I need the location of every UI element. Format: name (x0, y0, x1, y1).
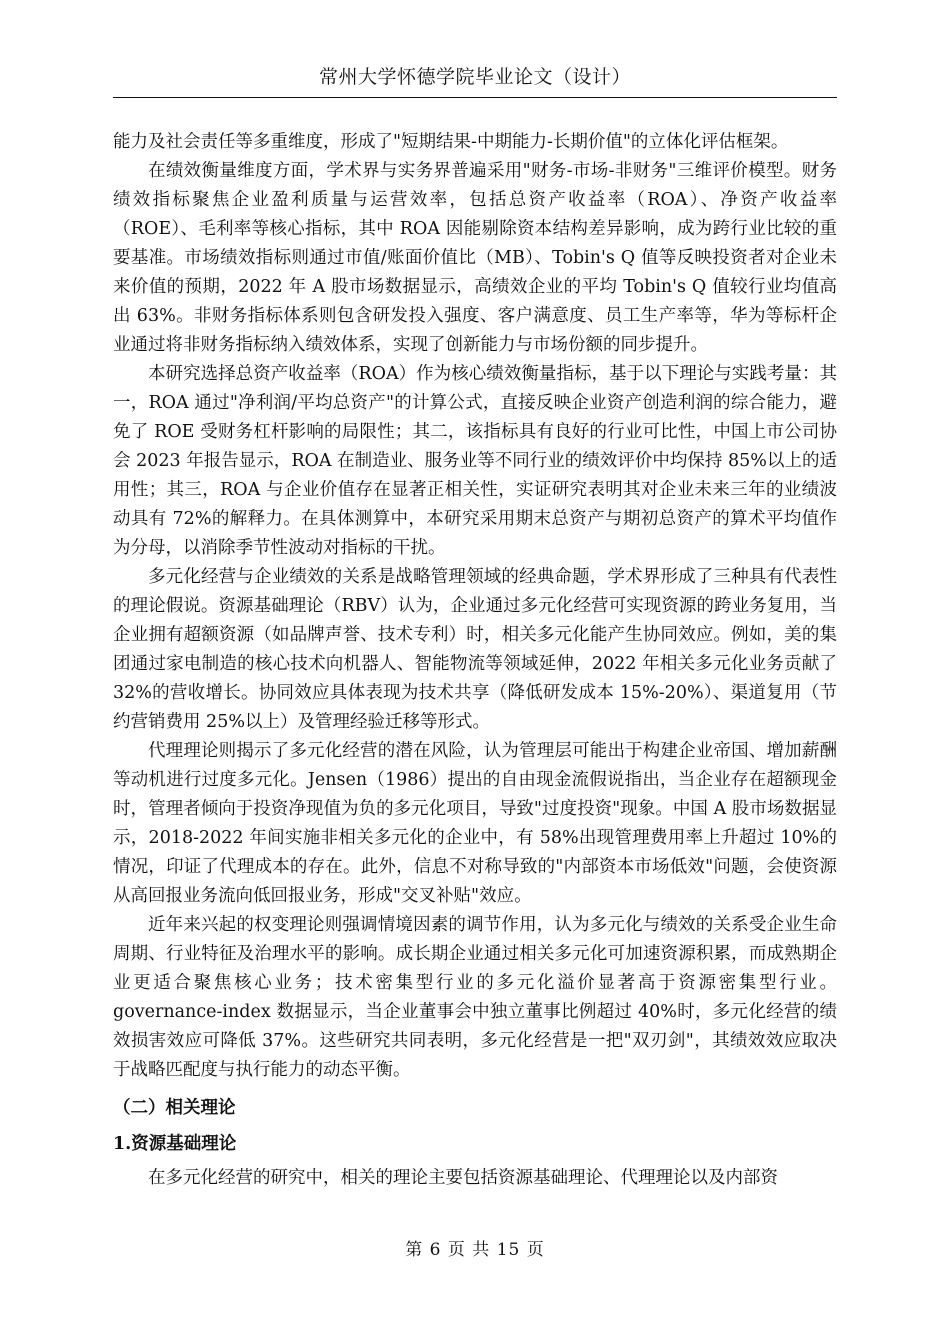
section-heading-related-theory: （二）相关理论 (113, 1098, 236, 1118)
paragraph-agency-theory: 代理理论则揭示了多元化经营的潜在风险，认为管理层可能出于构建企业帝国、增加薪酬等动机进行过度多元化。Jensen（1986）提出的自由现金流假说指出，当企业存在超额现金时，管理者倾向于投资净现值为负的多元化项目，导致"过度投资"现象。中国 A 股市场数据显示，2018-2022 年间实施非相关多元化的企业中，有 58%出现管理费用率上升超过 10%的情况，印证了代理成本的存在。此外，信息不对称导致的"内部资本市场低效"问题，会使资源从高回报业务流向低回报业务，形成"交叉补贴"效应。 (113, 741, 837, 906)
paragraph-rbv-synergy: 多元化经营与企业绩效的关系是战略管理领域的经典命题，学术界形成了三种具有代表性的理论假说。资源基础理论（RBV）认为，企业通过多元化经营可实现资源的跨业务复用，当企业拥有超额资源（如品牌声誉、技术专利）时，相关多元化能产生协同效应。例如，美的集团通过家电制造的核心技术向机器人、智能物流等领域延伸，2022 年相关多元化业务贡献了 32%的营收增长。协同效应具体表现为技术共享（降低研发成本 15%-20%）、渠道复用（节约营销费用 25%以上）及管理经验迁移等形式。 (113, 567, 837, 732)
document-body (113, 128, 837, 1193)
subsection-heading-resource-based-theory: 1.资源基础理论 (113, 1134, 237, 1154)
paragraph-theory-intro: 在多元化经营的研究中，相关的理论主要包括资源基础理论、代理理论以及内部资 (148, 1168, 778, 1188)
header-divider (113, 97, 837, 98)
paragraph-roa-selection: 本研究选择总资产收益率（ROA）作为核心绩效衡量指标，基于以下理论与实践考量：其一，ROA 通过"净利润/平均总资产"的计算公式，直接反映企业资产创造利润的综合能力，避免了 ROE 受财务杠杆影响的局限性；其二，该指标具有良好的行业可比性，中国上市公司协会 2023 年报告显示，ROA 在制造业、服务业等不同行业的绩效评价中均保持 85%以上的适用性；其三，ROA 与企业价值存在显著正相关性，实证研究表明其对企业未来三年的业绩波动具有 72%的解释力。在具体测算中，本研究采用期末总资产与期初总资产的算术平均值作为分母，以消除季节性波动对指标的干扰。 (113, 364, 837, 558)
page-header-title: 常州大学怀德学院毕业论文（设计） (318, 66, 631, 88)
paragraph-continuation: 能力及社会责任等多重维度，形成了"短期结果-中期能力-长期价值"的立体化评估框架。 (113, 132, 789, 152)
page-number-footer: 第 6 页 共 15 页 (405, 1240, 545, 1260)
paragraph-contingency-theory: 近年来兴起的权变理论则强调情境因素的调节作用，认为多元化与绩效的关系受企业生命周期、行业特征及治理水平的影响。成长期企业通过相关多元化可加速资源积累，而成熟期企业更适合聚焦核心业务；技术密集型行业的多元化溢价显著高于资源密集型行业。governance-index 数据显示，当企业董事会中独立董事比例超过 40%时，多元化经营的绩效损害效应可降低 37%。这些研究共同表明，多元化经营是一把"双刃剑"，其绩效效应取决于战略匹配度与执行能力的动态平衡。 (113, 915, 837, 1080)
paragraph-performance-dimensions: 在绩效衡量维度方面，学术界与实务界普遍采用"财务-市场-非财务"三维评价模型。财务绩效指标聚焦企业盈利质量与运营效率，包括总资产收益率（ROA）、净资产收益率（ROE）、毛利率等核心指标，其中 ROA 因能剔除资本结构差异影响，成为跨行业比较的重要基准。市场绩效指标则通过市值/账面价值比（MB）、Tobin's Q 值等反映投资者对企业未来价值的预期，2022 年 A 股市场数据显示，高绩效企业的平均 Tobin's Q 值较行业均值高出 63%。非财务指标体系则包含研发投入强度、客户满意度、员工生产率等，华为等标杆企业通过将非财务指标纳入绩效体系，实现了创新能力与市场份额的同步提升。 (113, 161, 837, 355)
